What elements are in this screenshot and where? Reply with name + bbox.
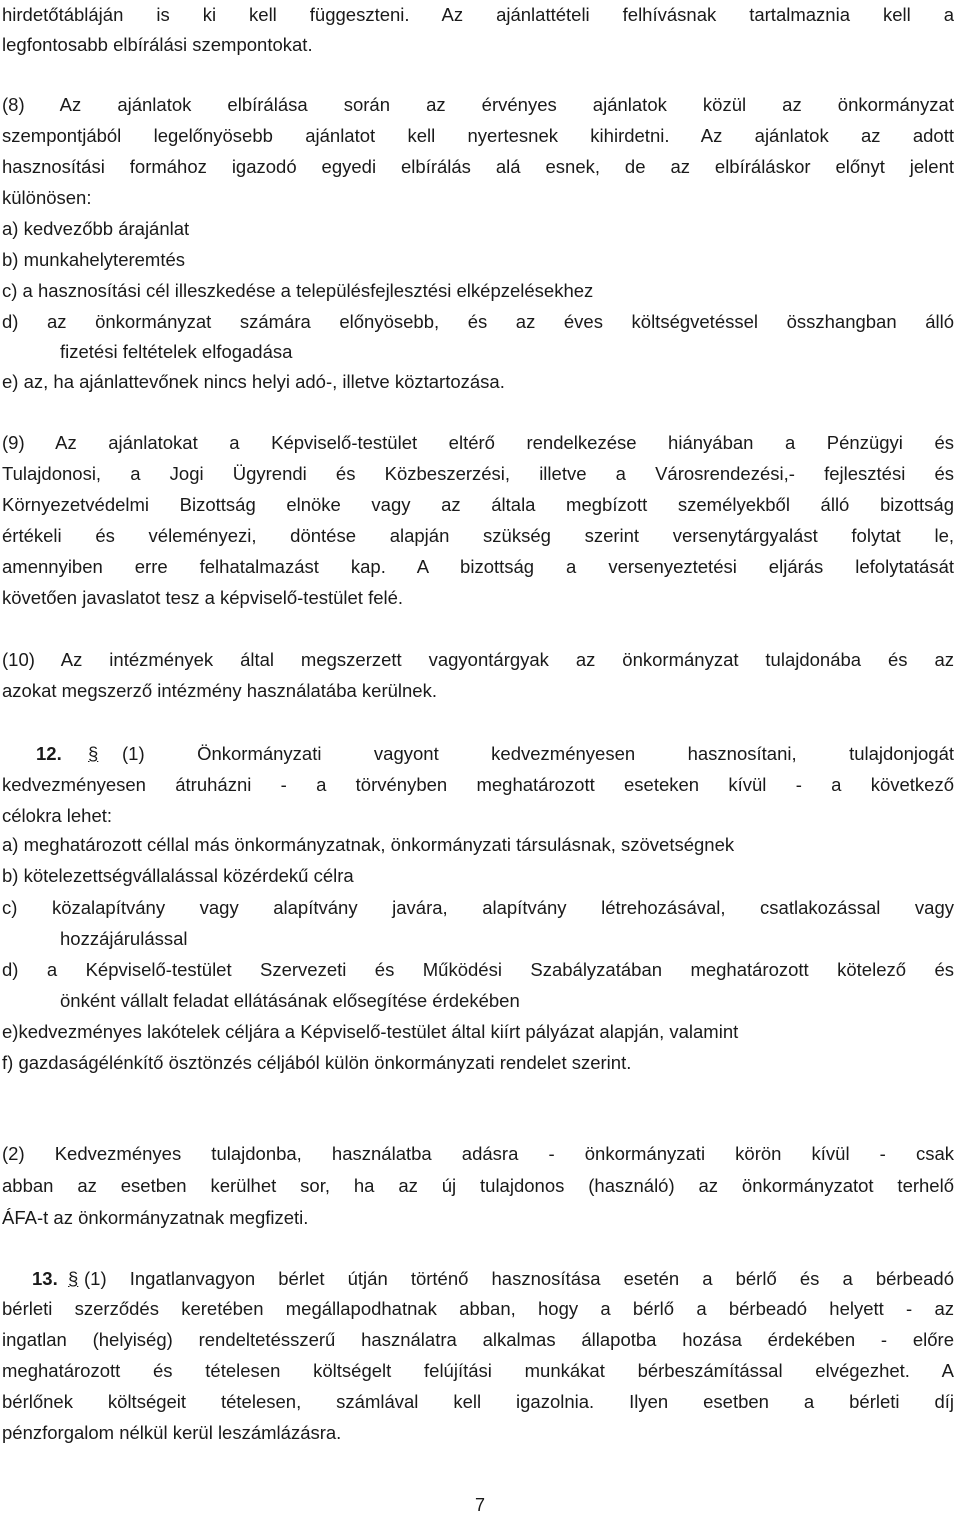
paragraph-9-line: követően javaslatot tesz a képviselő-testület felé. bbox=[2, 587, 404, 608]
list-item: d) az önkormányzat számára előnyösebb, és az éves költségvetéssel összhangban álló bbox=[2, 311, 954, 332]
text-line: legfontosabb elbírálási szempontokat. bbox=[2, 34, 313, 55]
page-number: 7 bbox=[474, 1495, 485, 1515]
section-13-line: ingatlan (helyiség) rendeltetésszerű használatra alkalmas állapotba hozása érdekében - előre bbox=[2, 1329, 954, 1350]
section-13-sign bbox=[68, 1264, 84, 1294]
section-13-line: bérleti szerződés keretében megállapodhatnak abban, hogy a bérlő a bérbeadó helyett - az bbox=[2, 1298, 954, 1319]
section-number: 12. bbox=[36, 743, 62, 764]
paragraph-8-line: (8) Az ajánlatok elbírálása során az érvényes ajánlatok közül az önkormányzat bbox=[2, 94, 954, 115]
paragraph-sign: § bbox=[68, 1268, 79, 1289]
list-item: e)kedvezményes lakótelek céljára a Képviselő-testület által kiírt pályázat alapján, valamint bbox=[2, 1021, 739, 1042]
paragraph-10-line: azokat megszerző intézmény használatába kerülnek. bbox=[2, 680, 437, 701]
paragraph-8-line: hasznosítási formához igazodó egyedi elbírálás alá esnek, de az elbíráláskor előnyt jelent bbox=[2, 156, 954, 177]
list-item: c) közalapítvány vagy alapítvány javára, alapítvány létrehozásával, csatlakozással vagy bbox=[2, 897, 954, 918]
section-number: 13. bbox=[32, 1268, 58, 1289]
section-13-line: bérlőnek költségeit tételesen, számlával kell igazolnia. Ilyen esetben a bérleti díj bbox=[2, 1391, 954, 1412]
section-13-number bbox=[32, 1264, 68, 1294]
paragraph-10-line: (10) Az intézmények által megszerzett vagyontárgyak az önkormányzat tulajdonába és az bbox=[2, 649, 954, 670]
list-item: b) kötelezettségvállalással közérdekű célra bbox=[2, 865, 354, 886]
list-item: a) kedvezőbb árajánlat bbox=[2, 218, 190, 239]
paragraph-8-line: szempontjából legelőnyösebb ajánlatot kell nyertesnek kihirdetni. Az ajánlatok az adott bbox=[2, 125, 954, 146]
section-13-line: meghatározott és tételesen költségelt felújítási munkákat bérbeszámítással elvégezhet. A bbox=[2, 1360, 954, 1381]
paragraph-sign: § bbox=[88, 743, 99, 764]
list-item: f) gazdaságélénkítő ösztönzés céljából külön önkormányzati rendelet szerint. bbox=[2, 1052, 632, 1073]
paragraph-2-line: abban az esetben kerülhet sor, ha az új tulajdonos (használó) az önkormányzatot terhelő bbox=[2, 1175, 954, 1196]
section-12-number bbox=[36, 739, 72, 769]
section-12-sign bbox=[88, 739, 108, 769]
paragraph-9-line: értékeli és véleményezi, döntése alapján szükség szerint versenytárgyalást folytat le, bbox=[2, 525, 954, 546]
list-item: c) a hasznosítási cél illeszkedése a településfejlesztési elképzelésekhez bbox=[2, 280, 594, 301]
paragraph-9-line: (9) Az ajánlatokat a Képviselő-testület eltérő rendelkezése hiányában a Pénzügyi és bbox=[2, 432, 954, 453]
list-item-continuation: hozzájárulással bbox=[60, 928, 188, 949]
list-item: e) az, ha ajánlattevőnek nincs helyi adó-, illetve köztartozása. bbox=[2, 371, 505, 392]
list-item: b) munkahelyteremtés bbox=[2, 249, 186, 270]
list-item-continuation: önként vállalt feladat ellátásának elősegítése érdekében bbox=[60, 990, 520, 1011]
list-item: a) meghatározott céllal más önkormányzatnak, önkormányzati társulásnak, szövetségnek bbox=[2, 834, 735, 855]
section-12-line: (1) Önkormányzati vagyont kedvezményesen hasznosítani, tulajdonjogát bbox=[122, 743, 954, 764]
list-item: d) a Képviselő-testület Szervezeti és Működési Szabályzatában meghatározott kötelező és bbox=[2, 959, 954, 980]
paragraph-9-line: Tulajdonosi, a Jogi Ügyrendi és Közbeszerzési, illetve a Városrendezési,- fejlesztési és bbox=[2, 463, 954, 484]
section-12-line: kedvezményesen átruházni - a törvényben meghatározott eseteken kívül - a következő bbox=[2, 774, 954, 795]
paragraph-9-line: amennyiben erre felhatalmazást kap. A bizottság a versenyeztetési eljárás lefolytatását bbox=[2, 556, 954, 577]
section-12-line: célokra lehet: bbox=[2, 805, 113, 826]
section-13-line: (1) Ingatlanvagyon bérlet útján történő hasznosítása esetén a bérlő és a bérbeadó bbox=[84, 1268, 954, 1289]
paragraph-2-line: ÁFA-t az önkormányzatnak megfizeti. bbox=[2, 1207, 309, 1228]
paragraph-9-line: Környezetvédelmi Bizottság elnöke vagy az általa megbízott személyekből álló bizottság bbox=[2, 494, 954, 515]
section-13-line: pénzforgalom nélkül kerül leszámlázásra. bbox=[2, 1422, 342, 1443]
text-line: hirdetőtábláján is ki kell függeszteni. Az ajánlattételi felhívásnak tartalmaznia kell a bbox=[2, 4, 954, 25]
paragraph-2-line: (2) Kedvezményes tulajdonba, használatba adásra - önkormányzati körön kívül - csak bbox=[2, 1143, 954, 1164]
paragraph-8-line: különösen: bbox=[2, 187, 92, 208]
list-item-continuation: fizetési feltételek elfogadása bbox=[60, 341, 293, 362]
